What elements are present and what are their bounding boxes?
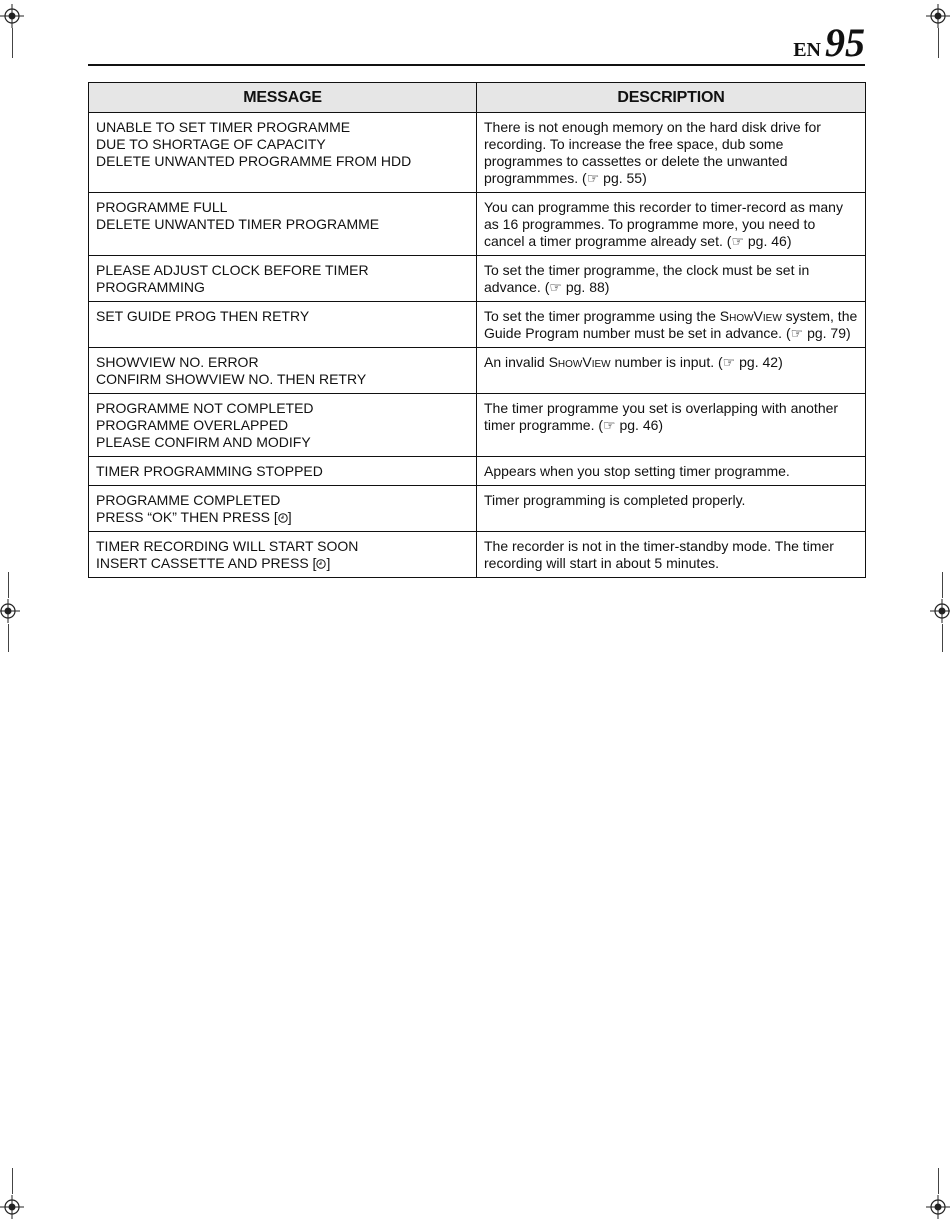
page-reference: (☞ pg. 46) [598,417,664,433]
message-line: DUE TO SHORTAGE OF CAPACITY [96,136,326,152]
message-line: TIMER PROGRAMMING STOPPED [96,463,323,479]
description-cell [477,394,866,457]
message-line: PROGRAMME OVERLAPPED [96,417,289,433]
showview-brand: ShowView [548,354,611,370]
table-row [89,193,866,256]
description-text: An invalid [484,354,549,370]
description-cell [477,486,866,532]
description-cell [477,302,866,348]
message-cell [89,486,477,532]
description-cell [477,532,866,578]
message-line: PROGRAMMING [96,279,205,295]
message-line: PLEASE ADJUST CLOCK BEFORE TIMER [96,262,369,278]
bracket-close: ] [287,509,292,525]
message-cell [89,113,477,193]
page-number-block [793,20,865,65]
crop-mark [942,572,943,598]
message-line [96,509,470,526]
registration-mark-icon [926,1195,950,1219]
page-reference: (☞ pg. 42) [718,354,783,370]
message-line: CONFIRM SHOWVIEW NO. THEN RETRY [96,371,367,387]
message-line: UNABLE TO SET TIMER PROGRAMME [96,119,351,135]
message-cell [89,532,477,578]
table-header-row [89,83,866,113]
pointing-hand-icon: ☞ [586,170,600,186]
pointing-hand-icon: ☞ [603,417,616,433]
message-cell [89,394,477,457]
table-row [89,348,866,394]
message-cell [89,302,477,348]
pointing-hand-icon: ☞ [722,354,736,370]
description-cell [477,256,866,302]
message-line: PLEASE CONFIRM AND MODIFY [96,434,311,450]
message-line: PROGRAMME COMPLETED [96,492,281,508]
page-ref-text: pg. 55 [603,170,643,186]
pointing-hand-icon: ☞ [549,279,562,295]
table-row [89,394,866,457]
description-text: There is not enough memory on the hard disk drive for recording. To increase the free space, dub some programmes to cassettes or delete the unwanted programmmes. [484,119,821,186]
showview-brand: ShowView [719,308,782,324]
registration-mark-icon [926,4,950,28]
crop-mark [8,572,9,598]
description-cell [477,113,866,193]
page-ref-text: pg. 79 [807,325,846,341]
message-line-text: INSERT CASSETTE AND PRESS [ [96,555,317,571]
message-line: PROGRAMME FULL [96,199,228,215]
crop-mark [938,28,939,58]
description-text: Timer programming is completed properly. [484,492,746,508]
registration-mark-icon [0,4,24,28]
description-text: Appears when you stop setting timer programme. [484,463,790,479]
message-line [96,555,470,572]
crop-mark [938,1168,939,1194]
column-header-description: DESCRIPTION [477,83,866,113]
description-cell [477,193,866,256]
page-ref-text: pg. 46 [747,233,787,249]
language-code: EN [793,39,821,61]
page-ref-text: pg. 46 [619,417,659,433]
message-line-text: PRESS “OK” THEN PRESS [ [96,509,278,525]
table-row [89,302,866,348]
page-reference: (☞ pg. 88) [544,279,610,295]
description-text: To set the timer programme using the [484,308,720,324]
message-line: DELETE UNWANTED PROGRAMME FROM HDD [96,153,412,169]
page-reference: (☞ pg. 55) [582,170,647,186]
message-line: PROGRAMME NOT COMPLETED [96,400,314,416]
description-text: system, the Guide Program number must be set in advance. [484,308,858,341]
bracket-close: ] [326,555,331,571]
clock-icon [278,513,288,523]
description-text: To set the timer programme, the clock must be set in advance. [484,262,810,295]
message-line: SHOWVIEW NO. ERROR [96,354,259,370]
page-number: 95 [825,20,865,65]
crop-mark [12,28,13,58]
message-cell [89,348,477,394]
message-line: TIMER RECORDING WILL START SOON [96,538,359,554]
message-cell [89,256,477,302]
page-reference: (☞ pg. 46) [726,233,792,249]
crop-mark [8,624,9,652]
description-cell [477,348,866,394]
message-line: SET GUIDE PROG THEN RETRY [96,308,310,324]
description-text: The recorder is not in the timer-standby mode. The timer recording will start in about 5 minutes. [484,538,834,571]
table-row [89,457,866,486]
message-cell [89,457,477,486]
page-header [88,20,865,66]
description-text: The timer programme you set is overlapping with another timer programme. [484,400,839,433]
table-row [89,256,866,302]
column-header-message: MESSAGE [89,83,477,113]
description-text: You can programme this recorder to timer-record as many as 16 programmes. To programme more, you need to cancel a timer programme already set. [484,199,843,249]
description-cell [477,457,866,486]
message-table [88,82,866,578]
message-cell [89,193,477,256]
table-row [89,532,866,578]
table-row [89,113,866,193]
table-row [89,486,866,532]
registration-mark-icon [0,599,20,623]
description-text: number is input. [610,354,715,370]
pointing-hand-icon: ☞ [731,233,744,249]
registration-mark-icon [0,1195,24,1219]
page-reference: (☞ pg. 79) [785,325,851,341]
page-ref-text: pg. 88 [565,279,605,295]
clock-icon [316,559,326,569]
pointing-hand-icon: ☞ [790,325,804,341]
page-ref-text: pg. 42 [739,354,779,370]
crop-mark [942,624,943,652]
message-line: DELETE UNWANTED TIMER PROGRAMME [96,216,380,232]
crop-mark [12,1168,13,1194]
registration-mark-icon [930,599,950,623]
